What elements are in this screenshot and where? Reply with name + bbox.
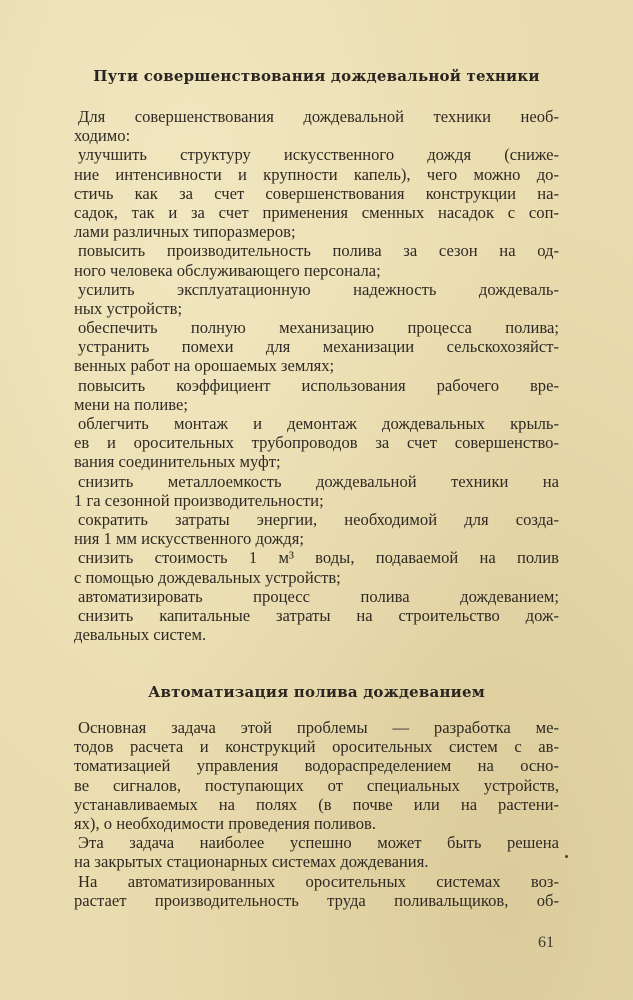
text-line: автоматизировать процесс полива дождеванием; bbox=[78, 586, 559, 606]
text-line: обеспечить полную механизацию процесса полива; bbox=[78, 318, 559, 338]
text-line: венных работ на орошаемых землях; bbox=[74, 356, 335, 376]
text-line: девальных систем. bbox=[74, 625, 207, 645]
text-line: ев и оросительных трубопроводов за счет совершенство- bbox=[74, 433, 559, 453]
text-line: улучшить структуру искусственного дождя (сниже- bbox=[78, 145, 559, 165]
text-line: На автоматизированных оросительных системах воз- bbox=[78, 871, 559, 891]
section-2-body bbox=[74, 718, 559, 910]
text-line: ного человека обслуживающего персонала; bbox=[74, 260, 381, 280]
section-heading-1: Пути совершенствования дождевальной техники bbox=[93, 67, 540, 85]
text-line: Основная задача этой проблемы — разработка ме- bbox=[78, 718, 559, 737]
text-line: томатизацией управления водораспределением на осно- bbox=[74, 756, 559, 776]
text-line: устанавливаемых на полях (в почве или на растени- bbox=[74, 794, 559, 814]
text-line: облегчить монтаж и демонтаж дождевальных крыль- bbox=[78, 414, 559, 433]
text-line: снизить капитальные затраты на строительство дож- bbox=[78, 605, 559, 625]
text-line: ние интенсивности и крупности капель), чего можно до- bbox=[74, 164, 559, 184]
text-line: устранить помехи для механизации сельскохозяйст- bbox=[78, 337, 559, 357]
text-line: с помощью дождевальных устройств; bbox=[74, 567, 341, 587]
text-line: 1 га сезонной производительности; bbox=[74, 490, 324, 510]
text-line: повысить производительность полива за сезон на од- bbox=[78, 241, 559, 261]
text-line: снизить металлоемкость дождевальной техники на bbox=[78, 471, 559, 491]
text-line: садок, так и за счет применения сменных насадок с соп- bbox=[74, 202, 559, 222]
text-line: Для совершенствования дождевальной техники необ- bbox=[78, 107, 559, 126]
page-number: 61 bbox=[538, 934, 554, 951]
section-heading-2: Автоматизация полива дождеванием bbox=[148, 683, 485, 701]
text-line: ходимо: bbox=[74, 126, 131, 146]
text-line: мени на поливе; bbox=[74, 394, 189, 414]
text-line: тодов расчета и конструкций оросительных систем с ав- bbox=[74, 737, 559, 757]
text-line: вания соединительных муфт; bbox=[74, 452, 281, 472]
text-line: усилить эксплуатационную надежность дождеваль- bbox=[78, 279, 559, 299]
text-line: растает производительность труда поливальщиков, об- bbox=[74, 890, 559, 910]
text-line: ях), о необходимости проведения поливов. bbox=[74, 813, 377, 833]
text-line: ве сигналов, поступающих от специальных устройств, bbox=[74, 775, 559, 795]
text-line: снизить стоимость 1 м³ воды, подаваемой на полив bbox=[78, 548, 559, 568]
text-line: на закрытых стационарных системах дождевания. bbox=[74, 852, 429, 872]
section-1-body bbox=[74, 107, 559, 644]
text-line: лами различных типоразмеров; bbox=[74, 222, 296, 242]
text-line: Эта задача наиболее успешно может быть решена bbox=[78, 833, 559, 853]
print-speck bbox=[565, 855, 568, 858]
text-line: сократить затраты энергии, необходимой для созда- bbox=[78, 509, 559, 529]
text-line: повысить коэффициент использования рабочего вре- bbox=[78, 375, 559, 395]
text-line: ния 1 мм искусственного дождя; bbox=[74, 529, 304, 549]
text-line: стичь как за счет совершенствования конструкции на- bbox=[74, 183, 559, 203]
text-line: ных устройств; bbox=[74, 298, 183, 318]
